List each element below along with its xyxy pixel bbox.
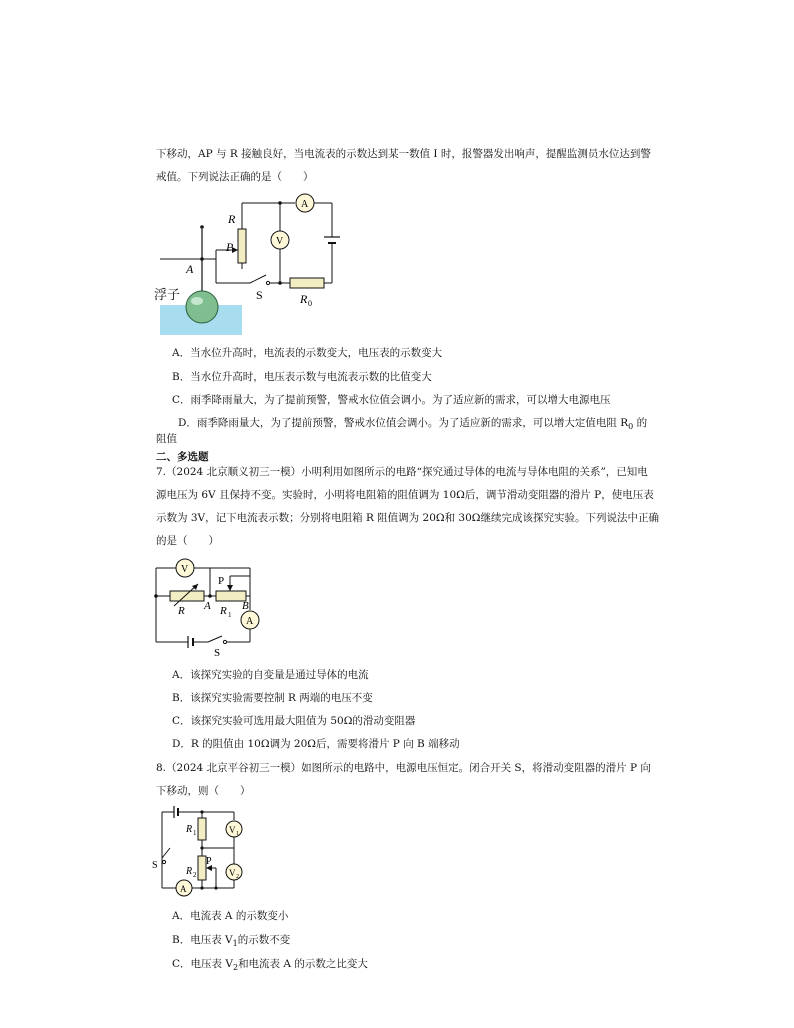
svg-text:B: B: [242, 600, 249, 612]
svg-text:A: A: [186, 262, 194, 276]
float-label: 浮子: [154, 288, 181, 303]
q6-stem-line1: 下移动，AP 与 R 接触良好，当电流表的示数达到某一数值 I 时，报警器发出响声，提醒监测员水位达到警: [156, 148, 651, 160]
float-ball: [186, 291, 218, 323]
svg-text:P: P: [226, 240, 234, 254]
svg-text:1: 1: [236, 831, 239, 837]
svg-text:A: A: [301, 199, 309, 210]
svg-text:1: 1: [193, 829, 197, 837]
q8-circuit-diagram: [150, 806, 250, 901]
q6-option-c: C．雨季降雨量大，为了提前预警，警戒水位值会调小。为了适应新的需求，可以增大电源电压: [172, 394, 611, 406]
q6-option-d-cont: 阻值: [156, 433, 177, 445]
svg-text:S: S: [256, 288, 263, 302]
q8-resistor-R1: [198, 818, 206, 840]
svg-text:V: V: [229, 825, 236, 835]
svg-text:P: P: [218, 575, 225, 587]
q7-stem-line3: 示数为 3V，记下电流表示数；分别将电阻箱 R 阻值调为 20Ω和 30Ω继续完成该探究实验。下列说法中正确: [156, 512, 659, 524]
q6-option-a: A．当水位升高时，电流表的示数变大，电压表的示数变大: [172, 347, 443, 359]
svg-text:R: R: [186, 866, 193, 877]
q7-option-c: C．该探究实验可选用最大阻值为 50Ω的滑动变阻器: [172, 715, 416, 727]
q6-stem-line2: 戒值。下列说法正确的是（ ）: [156, 171, 314, 183]
q8-option-a: A．电流表 A 的示数变小: [172, 910, 289, 922]
q6-circuit-diagram: [150, 195, 350, 335]
q7-option-d: D．R 的阻值由 10Ω调为 20Ω后，需要将滑片 P 向 B 端移动: [172, 738, 460, 750]
q7-stem-line2: 源电压为 6V 且保持不变。实验时，小明将电阻箱的阻值调为 10Ω后，调节滑动变阻器的滑片 P，使电压表: [156, 489, 654, 501]
svg-text:V: V: [276, 236, 284, 247]
svg-text:A: A: [246, 616, 254, 627]
q8-stem-line2: 下移动，则（ ）: [156, 785, 251, 797]
q7-option-b: B．该探究实验需要控制 R 两端的电压不变: [172, 692, 373, 704]
section-title: 二、多选题: [156, 451, 209, 463]
q8-option-c: C．电压表 $V_2$和电流表 A 的示数之比变大: [172, 958, 368, 973]
svg-text:P: P: [206, 856, 212, 867]
svg-text:1: 1: [228, 611, 232, 619]
q8-stem-line1: 8.（2024 北京平谷初三一模）如图所示的电路中，电源电压恒定。闭合开关 S，将滑动变阻器的滑片 P 向: [156, 762, 651, 774]
q8-rheostat-R2: [198, 856, 206, 880]
svg-text:R: R: [186, 824, 193, 835]
q7-stem-line4: 的是（ ）: [156, 535, 219, 547]
q6-resistor-R0: [290, 278, 324, 288]
svg-text:R: R: [228, 212, 236, 226]
svg-text:0: 0: [308, 299, 312, 308]
svg-text:2: 2: [236, 874, 239, 880]
svg-text:A: A: [180, 884, 187, 894]
q8-option-b: B．电压表 $V_1$的示数不变: [172, 934, 291, 949]
q6-option-d: D．雨季降雨量大，为了提前预警，警戒水位值会调小。为了适应新的需求，可以增大定值电阻 $R_0$ 的: [178, 417, 648, 432]
svg-text:V: V: [229, 868, 236, 878]
svg-text:2: 2: [193, 871, 197, 879]
svg-text:S: S: [214, 647, 221, 659]
svg-text:R: R: [300, 292, 308, 306]
q6-resistor-R: [238, 229, 246, 263]
svg-text:A: A: [204, 600, 211, 612]
svg-text:V: V: [181, 564, 189, 575]
svg-text:S: S: [152, 860, 158, 871]
q7-option-a: A．该探究实验的自变量是通过导体的电流: [172, 669, 369, 681]
svg-text:R: R: [220, 605, 227, 617]
svg-text:R: R: [178, 605, 185, 617]
q7-circuit-diagram: [150, 558, 265, 658]
q7-stem-line1: 7.（2024 北京顺义初三一模）小明利用如图所示的电路“探究通过导体的电流与导体电阻的关系”，已知电: [156, 466, 648, 478]
q6-option-b: B．当水位升高时，电压表示数与电流表示数的比值变大: [172, 371, 432, 383]
q7-resistor-box-R: [170, 591, 204, 601]
